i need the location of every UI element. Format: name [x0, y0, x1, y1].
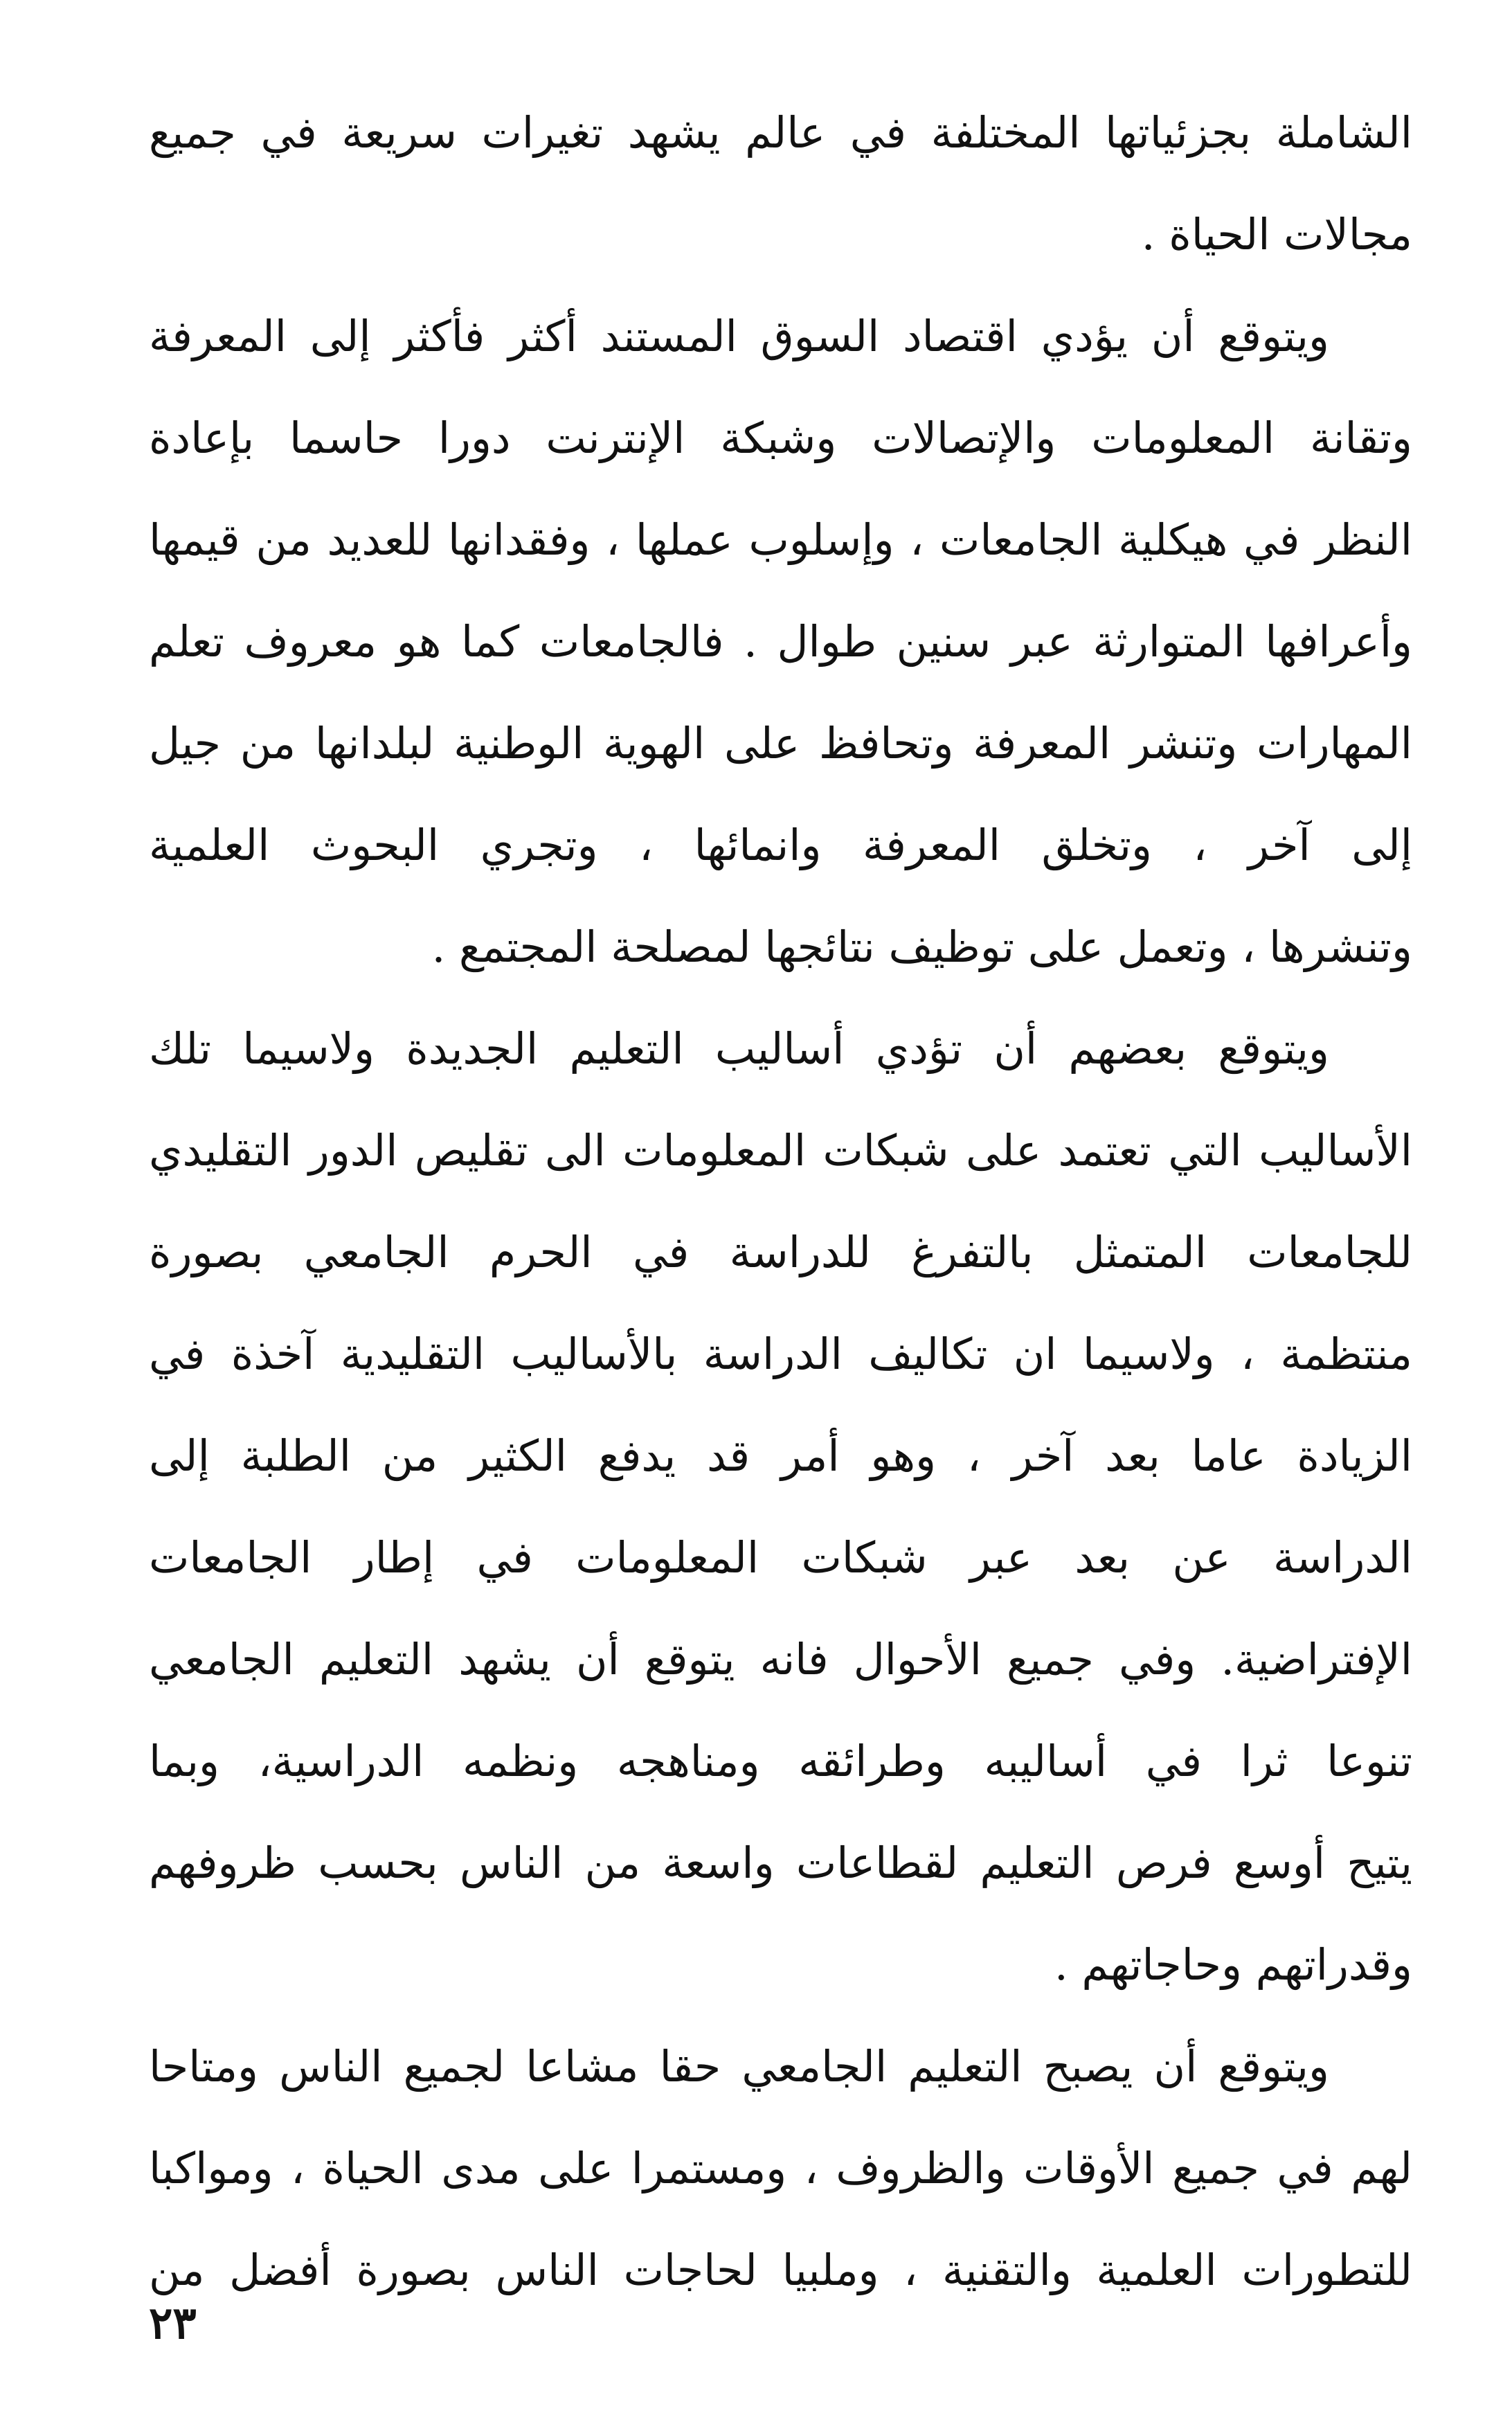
page-number: ٢٣	[149, 2297, 197, 2349]
text-line: إلى آخر ، وتخلق المعرفة وانمائها ، وتجري البحوث العلمية	[149, 820, 1412, 870]
paragraph-start-line: ويتوقع أن يصبح التعليم الجامعي حقا مشاعا لجميع الناس ومتاحا	[149, 2041, 1329, 2092]
text-line: للتطورات العلمية والتقنية ، وملبيا لحاجات الناس بصورة أفضل من	[149, 2245, 1412, 2295]
text-line: تنوعا ثرا في أساليبه وطرائقه ومناهجه ونظمه الدراسية، وبما	[149, 1736, 1412, 1786]
text-line: وأعرافها المتوارثة عبر سنين طوال . فالجامعات كما هو معروف تعلم	[149, 616, 1412, 667]
text-line: لهم في جميع الأوقات والظروف ، ومستمرا على مدى الحياة ، ومواكبا	[149, 2143, 1412, 2194]
paragraph-start-line: ويتوقع أن يؤدي اقتصاد السوق المستند أكثر فأكثر إلى المعرفة	[149, 311, 1329, 361]
text-line: يتيح أوسع فرص التعليم لقطاعات واسعة من الناس بحسب ظروفهم	[149, 1838, 1412, 1888]
text-line: الزيادة عاما بعد آخر ، وهو أمر قد يدفع الكثير من الطلبة إلى	[149, 1430, 1412, 1481]
text-line: منتظمة ، ولاسيما ان تكاليف الدراسة بالأساليب التقليدية آخذة في	[149, 1329, 1412, 1379]
text-line: وقدراتهم وحاجاتهم .	[1054, 1939, 1412, 1990]
text-line: وتنشرها ، وتعمل على توظيف نتائجها لمصلحة المجتمع .	[431, 922, 1412, 972]
text-line: الأساليب التي تعتمد على شبكات المعلومات الى تقليص الدور التقليدي	[149, 1125, 1412, 1176]
text-line: المهارات وتنشر المعرفة وتحافظ على الهوية الوطنية لبلدانها من جيل	[149, 718, 1412, 769]
body-text	[149, 82, 1412, 2321]
text-line: الإفتراضية. وفي جميع الأحوال فانه يتوقع أن يشهد التعليم الجامعي	[149, 1634, 1412, 1685]
paragraph-start-line: ويتوقع بعضهم أن تؤدي أساليب التعليم الجديدة ولاسيما تلك	[149, 1023, 1329, 1074]
text-line: وتقانة المعلومات والإتصالات وشبكة الإنترنت دورا حاسما بإعادة	[149, 413, 1412, 463]
text-line: النظر في هيكلية الجامعات ، وإسلوب عملها ، وفقدانها للعديد من قيمها	[149, 514, 1412, 565]
text-line: للجامعات المتمثل بالتفرغ للدراسة في الحرم الجامعي بصورة	[149, 1227, 1412, 1277]
text-line: مجالات الحياة .	[1141, 209, 1412, 260]
text-line: الشاملة بجزئياتها المختلفة في عالم يشهد تغيرات سريعة في جميع	[149, 107, 1412, 158]
text-line: الدراسة عن بعد عبر شبكات المعلومات في إطار الجامعات	[149, 1532, 1412, 1583]
